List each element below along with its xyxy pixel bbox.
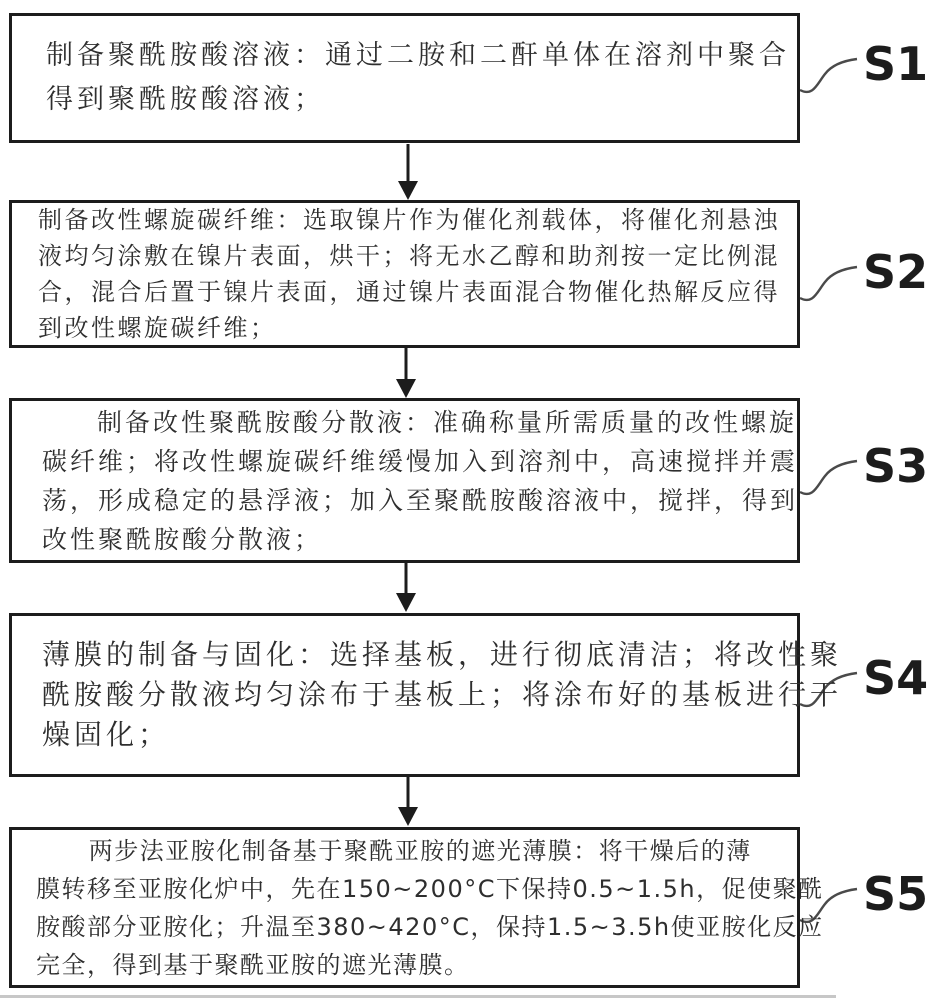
step-box-s2 (9, 200, 800, 348)
step-text-s4 (12, 635, 843, 755)
step-box-s1 (9, 13, 800, 143)
step-text-line: 制备改性聚酰胺酸分散液：准确称量所需质量的改性螺旋 (97, 407, 798, 437)
step-text-line: 两步法亚胺化制备基于聚酰亚胺的遮光薄膜：将干燥后的薄 (88, 836, 752, 865)
step-text-line: 碳纤维；将改性螺旋碳纤维缓慢加入到溶剂中，高速搅拌并震 (42, 446, 799, 476)
step-box-s5 (9, 827, 824, 988)
leader-line (800, 267, 857, 300)
step-label-s2: S2 (863, 245, 928, 299)
page-edge-artifact (0, 995, 836, 998)
step-text-line: 荡，形成稳定的悬浮液；加入至聚酰胺酸溶液中，搅拌，得到 (42, 485, 799, 515)
step-text-line: 膜转移至亚胺化炉中，先在150~200°C下保持0.5~1.5h，促使聚酰 (36, 874, 824, 903)
step-text-line: 改性聚酰胺酸分散液； (42, 524, 323, 554)
flow-arrow-icon (398, 777, 418, 826)
step-text-line: 制备改性螺旋碳纤维：选取镍片作为催化剂载体，将催化剂悬浊 (38, 206, 780, 234)
step-text-s3 (12, 403, 797, 559)
step-text-line: 到改性螺旋碳纤维； (38, 314, 277, 342)
step-box-s4 (9, 613, 843, 777)
step-box-s3 (9, 398, 800, 563)
leader-line (800, 59, 857, 92)
step-text-s5 (12, 832, 824, 984)
leader-line (800, 461, 857, 494)
step-text-s1 (12, 34, 797, 122)
step-text-line: 薄膜的制备与固化：选择基板，进行彻底清洁；将改性聚 (42, 638, 843, 671)
step-text-s2 (12, 202, 797, 346)
step-text-line: 燥固化； (42, 718, 171, 751)
step-text-line: 得到聚酰胺酸溶液； (46, 84, 325, 115)
step-text-line: 胺酸部分亚胺化；升温至380~420°C，保持1.5~3.5h使亚胺化反应 (36, 912, 824, 941)
flow-arrow-icon (396, 348, 416, 398)
step-text-line: 制备聚酰胺酸溶液：通过二胺和二酐单体在溶剂中聚合 (46, 40, 790, 71)
flow-arrow-icon (396, 563, 416, 612)
step-label-s4: S4 (863, 651, 928, 705)
step-label-s3: S3 (863, 439, 928, 493)
step-text-line: 完全，得到基于聚酰亚胺的遮光薄膜。 (36, 950, 470, 979)
flow-arrow-icon (398, 144, 418, 200)
step-label-s5: S5 (863, 867, 928, 921)
step-text-line: 液均匀涂敷在镍片表面，烘干；将无水乙醇和助剂按一定比例混 (38, 242, 780, 270)
step-label-s1: S1 (863, 37, 928, 91)
step-text-line: 酰胺酸分散液均匀涂布于基板上；将涂布好的基板进行干 (42, 678, 843, 711)
step-text-line: 合，混合后置于镍片表面，通过镍片表面混合物催化热解反应得 (38, 278, 780, 306)
